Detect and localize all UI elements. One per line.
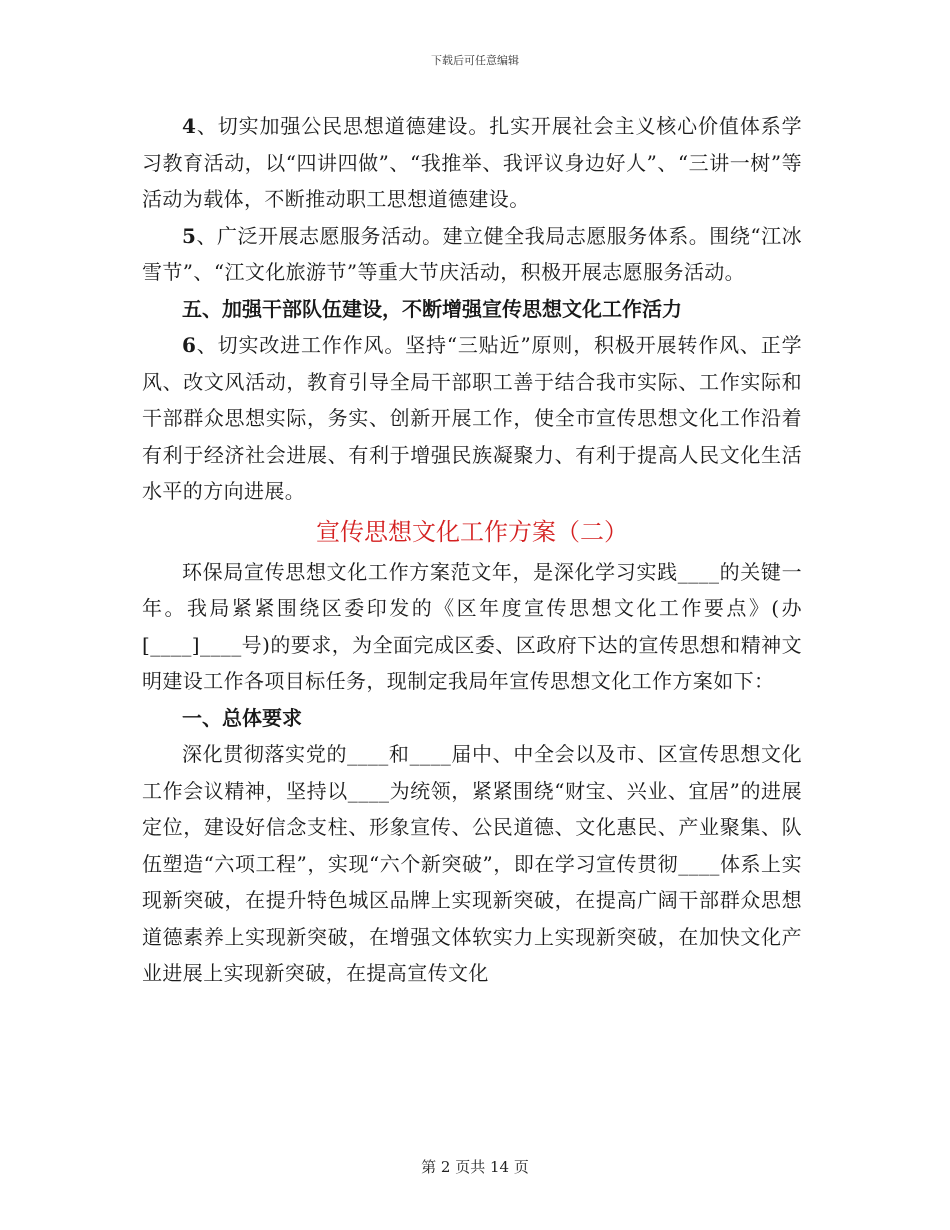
section-heading-1: 一、总体要求 <box>182 705 302 730</box>
paragraph-item-6 <box>142 327 802 510</box>
intro-paragraph: 环保局宣传思想文化工作方案范文年，是深化学习实践____的关键一年。我局紧紧围绕区委印发的《区年度宣传思想文化工作要点》(办[____]____号)的要求，为全面完成区委、区政府下达的宣传思想和精神文明建设工作各项目标任务，现制定我局年宣传思想文化工作方案如下： <box>142 559 802 693</box>
item-number: 4 <box>182 114 197 138</box>
paragraph-item-5 <box>142 218 802 291</box>
page-number-footer: 第 2 页共 14 页 <box>421 1158 529 1176</box>
item-number: 5 <box>182 223 197 248</box>
item-text: 、切实改进工作作风。坚持“三贴近”原则，积极开展转作风、正学风、改文风活动，教育引导全局干部职工善于结合我市实际、工作实际和干部群众思想实际，务实、创新开展工作，使全市宣传思想文化工作沿着有利于经济社会进展、有利于增强民族凝聚力、有利于提高人民文化生活水平的方向进展。 <box>142 333 802 503</box>
document-section-title: 宣传思想文化工作方案（二） <box>316 517 628 546</box>
page-header-note: 下载后可任意编辑 <box>431 54 519 67</box>
section-heading-5: 五、加强干部队伍建设，不断增强宣传思想文化工作活力 <box>182 296 682 321</box>
item-text: 、切实加强公民思想道德建设。扎实开展社会主义核心价值体系学习教育活动，以“四讲四做”、“我推举、我评议身边好人”、“三讲一树”等活动为载体，不断推动职工思想道德建设。 <box>142 114 802 211</box>
paragraph-item-4 <box>142 108 802 218</box>
overall-requirements-paragraph: 深化贯彻落实党的____和____届中、中全会以及市、区宣传思想文化工作会议精神，坚持以____为统领，紧紧围绕“财宝、兴业、宜居”的进展定位，建设好信念支柱、形象宣传、公民道德、文化惠民、产业聚集、队伍塑造“六项工程”，实现“六个新突破”，即在学习宣传贯彻____体系上实现新突破，在提升特色城区品牌上实现新突破，在提高广阔干部群众思想道德素养上实现新突破，在增强文体软实力上实现新突破，在加快文化产业进展上实现新突破，在提高宣传文化 <box>142 742 802 985</box>
item-number: 6 <box>182 333 197 357</box>
item-text: 、广泛开展志愿服务活动。建立健全我局志愿服务体系。围绕“江冰雪节”、“江文化旅游节”等重大节庆活动，积极开展志愿服务活动。 <box>142 223 802 284</box>
document-body <box>142 108 802 992</box>
